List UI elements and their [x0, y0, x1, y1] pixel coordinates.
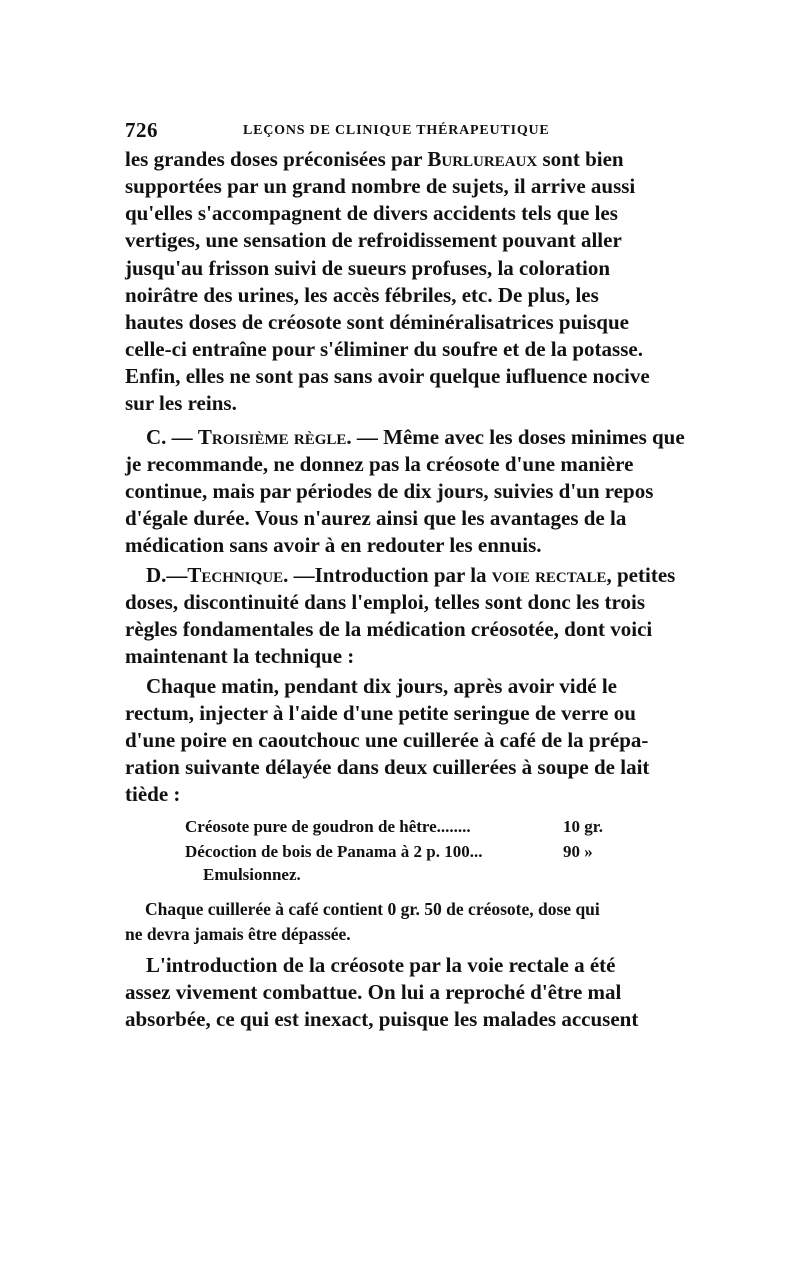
recipe-ingredient: Créosote pure de goudron de hêtre........ — [185, 817, 471, 836]
text-line: supportées par un grand nombre de sujets, il arrive aussi — [125, 174, 636, 198]
text-line: tiède : — [125, 782, 181, 806]
text-line: règles fondamentales de la médication créosotée, dont voici — [125, 617, 653, 641]
text-line: rectum, injecter à l'aide d'une petite seringue de verre ou — [125, 701, 636, 725]
text-line: assez vivement combattue. On lui a reproché d'être mal — [125, 980, 622, 1004]
text-line: noirâtre des urines, les accès fébriles, etc. De plus, les — [125, 283, 599, 307]
text-line: les grandes doses préconisées par Burlureaux sont bien — [125, 147, 624, 171]
page-number: 726 — [125, 118, 158, 142]
text-line: absorbée, ce qui est inexact, puisque les malades accusent — [125, 1007, 639, 1031]
recipe-ingredient: Décoction de bois de Panama à 2 p. 100... — [185, 842, 483, 861]
text-line: maintenant la technique : — [125, 644, 355, 668]
text-line: jusqu'au frisson suivi de sueurs profuses, la coloration — [125, 256, 611, 280]
text-line: vertiges, une sensation de refroidissement pouvant aller — [125, 228, 622, 252]
text-line: d'égale durée. Vous n'aurez ainsi que les avantages de la — [125, 506, 627, 530]
recipe-instruction: Emulsionnez. — [203, 865, 301, 884]
text-line: continue, mais par périodes de dix jours, suivies d'un repos — [125, 479, 654, 503]
section-heading: Troisième règle. — [197, 425, 352, 449]
note-line: ne devra jamais être dépassée. — [125, 924, 351, 944]
text-line: celle-ci entraîne pour s'éliminer du soufre et de la potasse. — [125, 337, 643, 361]
section-c-first-line: C. — Troisième règle. — Même avec les doses minimes que — [146, 425, 685, 449]
running-title: LEÇONS DE CLINIQUE THÉRAPEUTIQUE — [243, 123, 550, 138]
section-d-first-line: D.—Technique. —Introduction par la voie rectale, petites — [146, 563, 676, 587]
text-line: sur les reins. — [125, 391, 237, 415]
text-line: Enfin, elles ne sont pas sans avoir quelque iufluence nocive — [125, 364, 650, 388]
text-line: ration suivante délayée dans deux cuillerées à soupe de lait — [125, 755, 650, 779]
text-line: doses, discontinuité dans l'emploi, telles sont donc les trois — [125, 590, 645, 614]
text-line: hautes doses de créosote sont déminéralisatrices puisque — [125, 310, 629, 334]
text-line: médication sans avoir à en redouter les ennuis. — [125, 533, 542, 557]
recipe-quantity: 90 » — [563, 842, 593, 861]
recipe-quantity: 10 gr. — [563, 817, 603, 836]
text-line: qu'elles s'accompagnent de divers accidents tels que les — [125, 201, 618, 225]
text-line: d'une poire en caoutchouc une cuillerée à café de la prépa- — [125, 728, 649, 752]
text-line: je recommande, ne donnez pas la créosote d'une manière — [125, 452, 634, 476]
page-header — [125, 118, 685, 142]
author-name: Burlureaux — [427, 147, 538, 171]
note-line: Chaque cuillerée à café contient 0 gr. 50 de créosote, dose qui — [145, 899, 600, 919]
text-line: Chaque matin, pendant dix jours, après avoir vidé le — [146, 674, 617, 698]
text-line: L'introduction de la créosote par la voie rectale a été — [146, 953, 616, 977]
section-heading: Technique. — [187, 563, 289, 587]
